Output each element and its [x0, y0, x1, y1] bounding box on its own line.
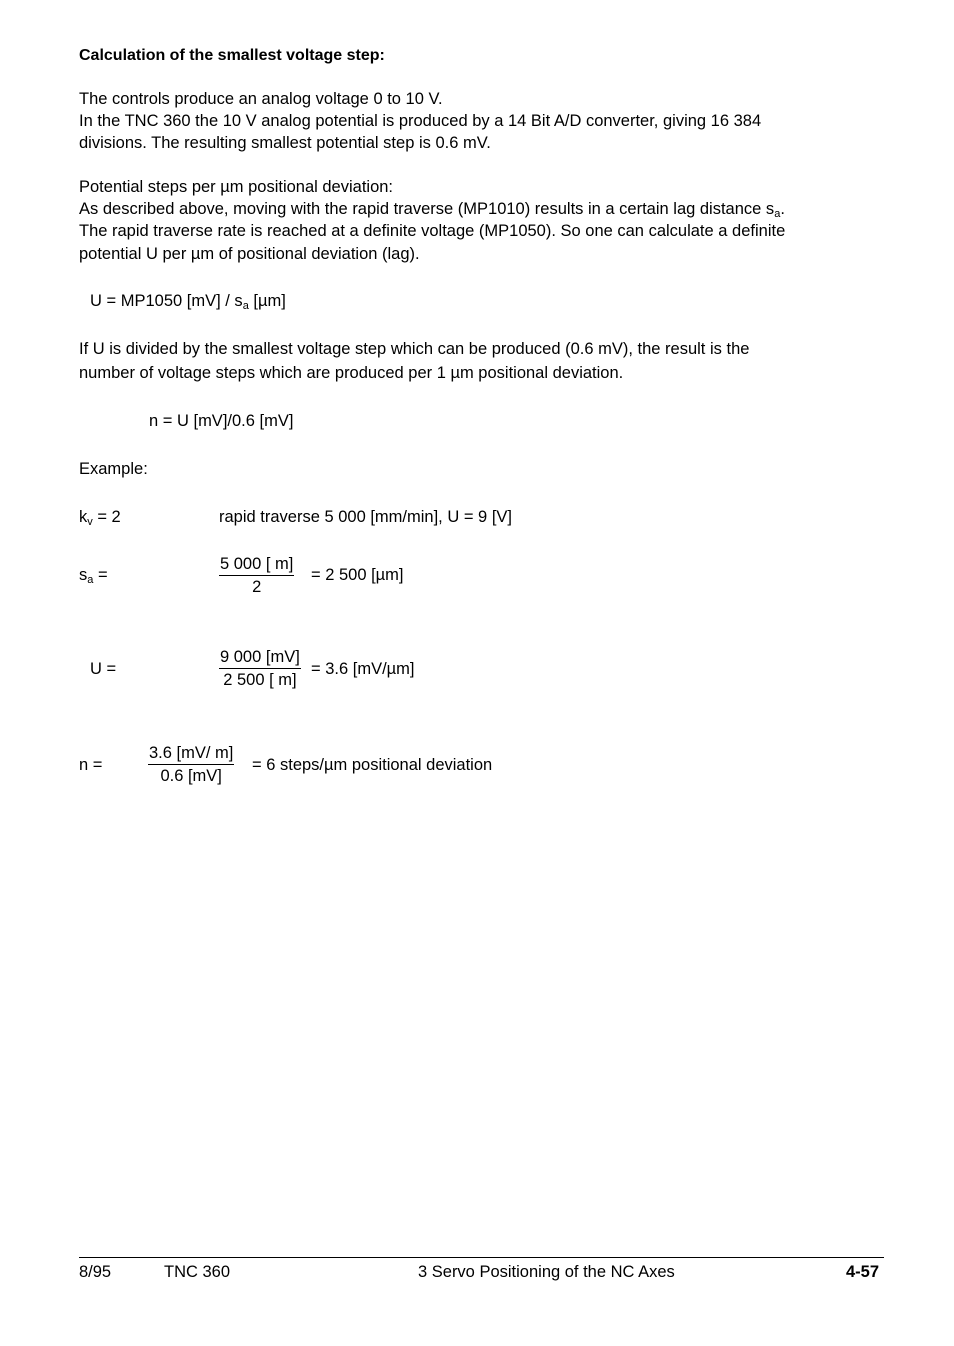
footer-date: 8/95 [79, 1263, 112, 1281]
u-numerator: 9 000 [mV] [219, 646, 301, 669]
sa-label: $s_a$ = [79, 566, 108, 586]
footer-chapter: 3 Servo Positioning of the NC Axes [418, 1263, 675, 1281]
paragraph-line: divisions. The resulting smallest potential step is 0.6 mV. [79, 134, 491, 152]
u-fraction [219, 646, 301, 691]
paragraph-line: number of voltage steps which are produced per 1 µm positional deviation. [79, 364, 624, 382]
kv-label: $k_v = 2$ [79, 508, 121, 528]
example-label: Example: [79, 460, 148, 478]
sa-denominator: 2 [252, 578, 262, 596]
n-result: = 6 steps/µm positional deviation [252, 756, 493, 774]
paragraph-line: As described above, moving with the rapid traverse (MP1010) results in a certain lag distance $s_a$. [79, 200, 785, 220]
footer-product: TNC 360 [164, 1263, 231, 1281]
n-denominator: 0.6 [mV] [160, 767, 222, 785]
footer-page-number: 4-57 [845, 1263, 879, 1281]
sa-numerator: 5 000 [ m] [219, 553, 294, 576]
n-fraction [148, 742, 234, 787]
paragraph-line: potential U per µm of positional deviation (lag). [79, 245, 420, 263]
section-heading: Calculation of the smallest voltage step: [79, 47, 385, 64]
formula-delta-u: U = MP1050 $[mV] / s_a$ [µm] [90, 292, 286, 312]
kv-description: rapid traverse 5 000 [mm/min], U = 9 [V] [219, 508, 512, 526]
paragraph-line: The rapid traverse rate is reached at a definite voltage (MP1050). So one can calculate a definite [79, 222, 786, 240]
paragraph-line: If U is divided by the smallest voltage step which can be produced (0.6 mV), the result is the [79, 340, 750, 358]
u-denominator: 2 500 [ m] [223, 671, 297, 689]
sa-result: = 2 500 [µm] [311, 566, 404, 584]
formula-n: n = U [mV]/0.6 [mV] [149, 412, 294, 430]
u-label: U = [90, 660, 117, 678]
paragraph-line: The controls produce an analog voltage 0 to 10 V. [79, 90, 443, 108]
u-result: = 3.6 [mV/µm] [311, 660, 415, 678]
paragraph-line: Potential steps per µm positional deviation: [79, 178, 394, 196]
sa-fraction [219, 553, 294, 598]
n-numerator: 3.6 [mV/ m] [148, 742, 234, 765]
paragraph-line: In the TNC 360 the 10 V analog potential is produced by a 14 Bit A/D converter, giving 16 384 [79, 112, 762, 130]
footer-divider [79, 1257, 884, 1258]
n-label: n = [79, 756, 103, 774]
